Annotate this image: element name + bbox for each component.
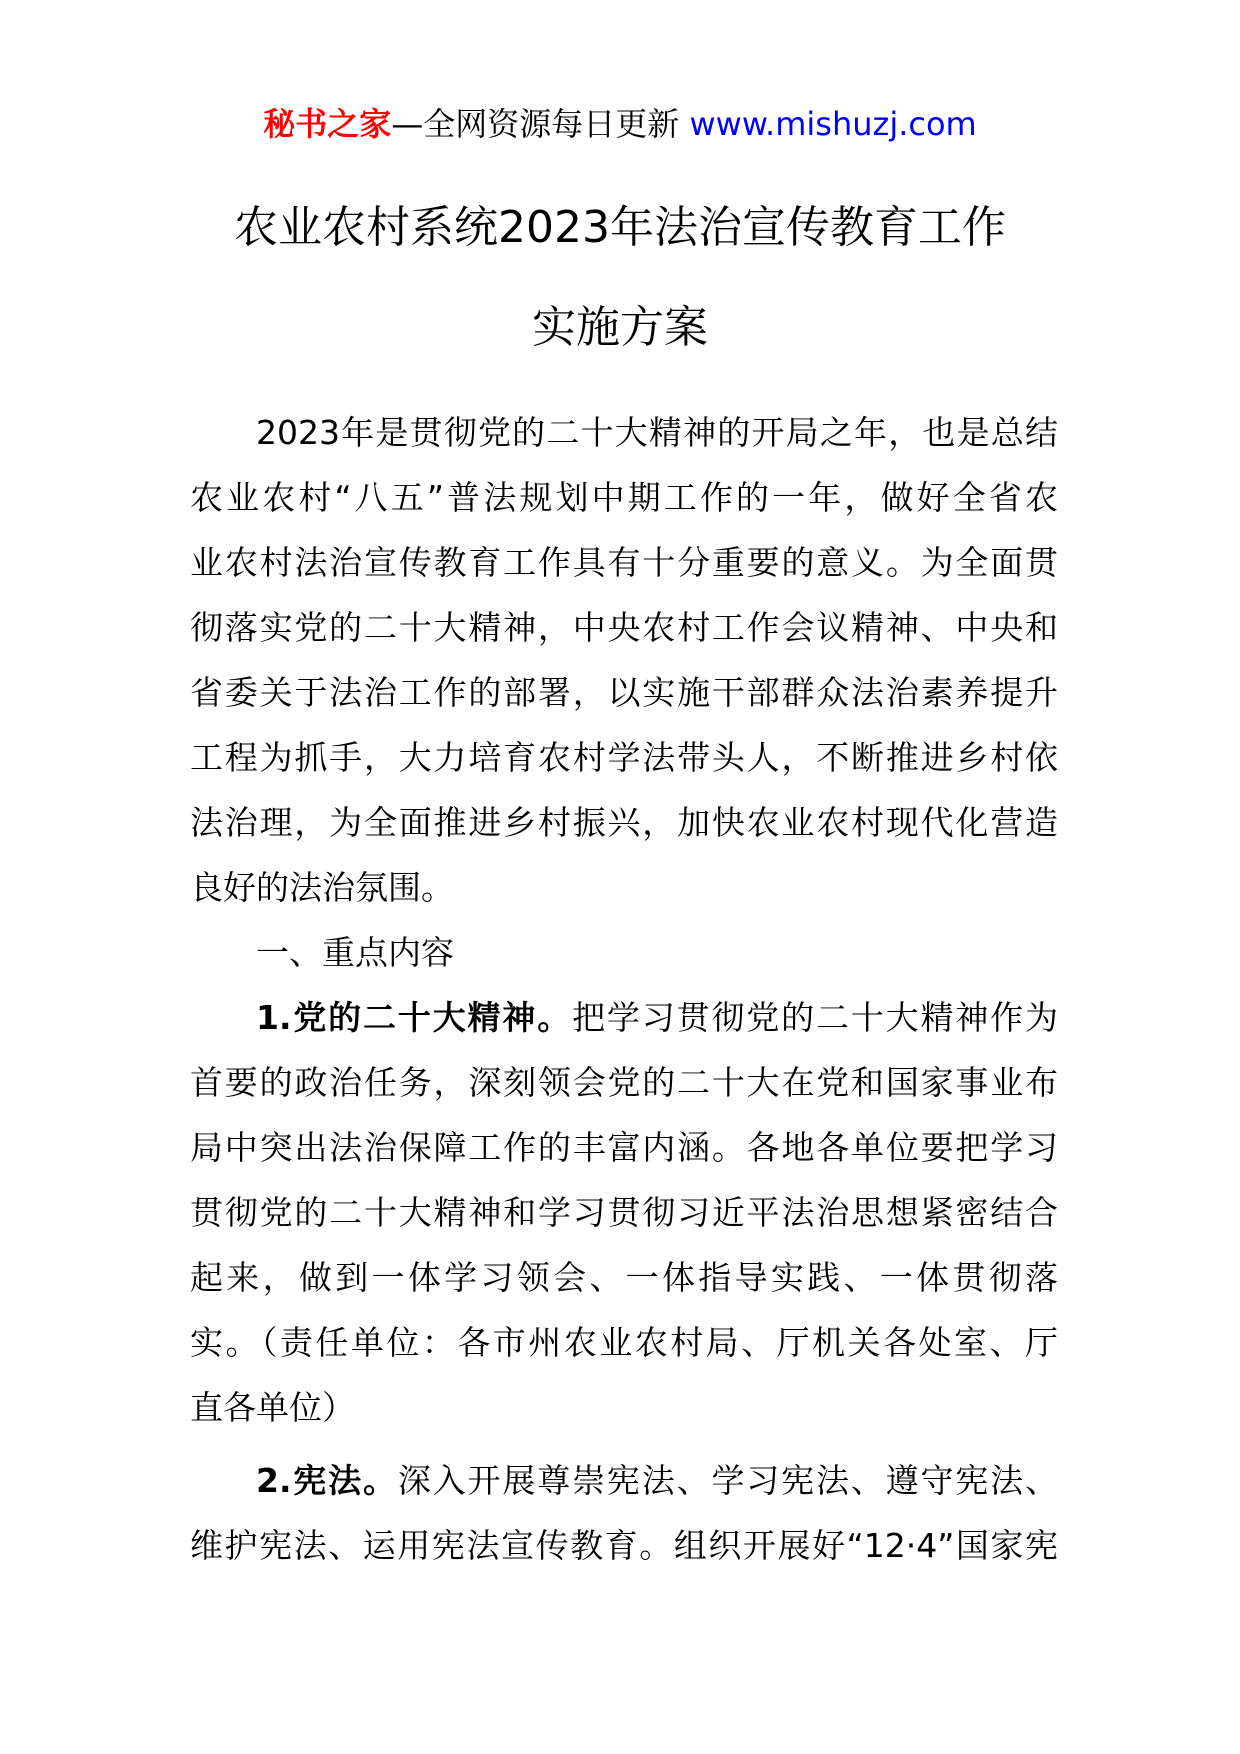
item-2-paragraph [190,1448,1058,1578]
text-line: 实。（责任单位：各市州农业农村局、厅机关各处室、厅 [190,1323,1058,1362]
text-line: 局中突出法治保障工作的丰富内涵。各地各单位要把学习 [190,1128,1058,1167]
text-line: 贯彻党的二十大精神和学习贯彻习近平法治思想紧密结合 [190,1193,1058,1232]
document-title-line-1: 农业农村系统2023年法治宣传教育工作 [234,202,1006,253]
text-line: 首要的政治任务，深刻领会党的二十大在党和国家事业布 [190,1063,1058,1102]
item-1-first-line [190,985,1058,1050]
item-1-first-text: 把学习贯彻党的二十大精神作为 [572,998,1059,1037]
document-body [190,400,1058,1578]
site-slogan: —全网资源每日更新 [391,105,680,143]
intro-paragraph [190,400,1058,920]
document-title-line-2: 实施方案 [532,302,708,353]
site-url-link[interactable]: www.mishuzj.com [689,105,977,143]
item-2-first-text: 深入开展尊崇宪法、学习宪法、遵守宪法、 [397,1461,1059,1500]
item-1-title: 1.党的二十大精神。 [256,998,573,1037]
text-line: 良好的法治氛围。 [190,868,454,907]
item-2-first-line [190,1448,1058,1513]
item-1-paragraph [190,985,1058,1440]
site-brand: 秘书之家 [263,105,392,143]
site-header [0,104,1240,144]
text-line: 法治理，为全面推进乡村振兴，加快农业农村现代化营造 [190,803,1058,842]
text-line: 2023年是贯彻党的二十大精神的开局之年，也是总结 [256,413,1058,452]
section-heading: 一、重点内容 [256,933,454,972]
text-line: 省委关于法治工作的部署，以实施干部群众法治素养提升 [190,673,1058,712]
text-line: 彻落实党的二十大精神，中央农村工作会议精神、中央和 [190,608,1058,647]
text-line: 工程为抓手，大力培育农村学法带头人，不断推进乡村依 [190,738,1058,777]
text-line: 直各单位） [190,1388,355,1427]
item-2-title: 2.宪法。 [256,1461,398,1500]
text-line: 维护宪法、运用宪法宣传教育。组织开展好“12·4”国家宪 [190,1526,1058,1565]
text-line: 农业农村“八五”普法规划中期工作的一年，做好全省农 [190,478,1058,517]
text-line: 起来，做到一体学习领会、一体指导实践、一体贯彻落 [190,1258,1058,1297]
text-line: 业农村法治宣传教育工作具有十分重要的意义。为全面贯 [190,543,1058,582]
